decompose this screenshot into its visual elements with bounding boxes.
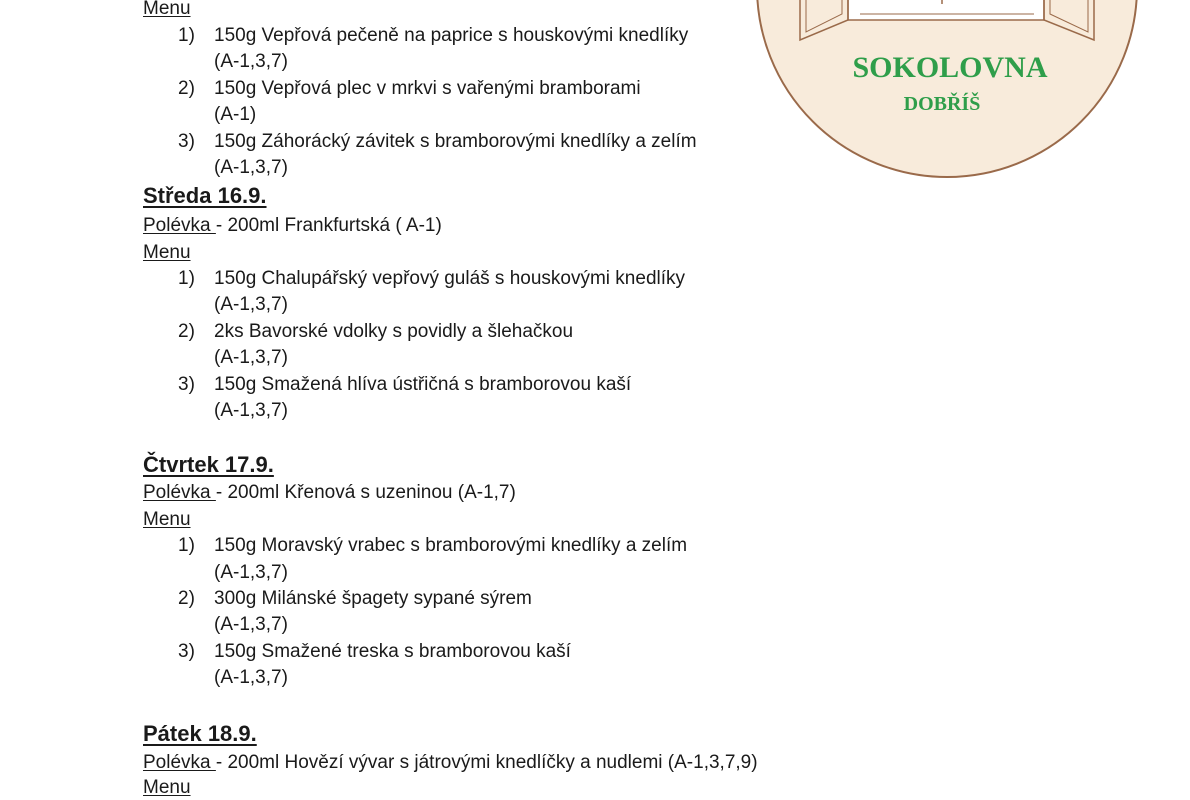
allergen-info: (A-1,3,7) <box>214 294 288 315</box>
allergen-info: (A-1,3,7) <box>214 614 288 635</box>
day-heading-thursday: Čtvrtek 17.9. <box>143 452 274 477</box>
list-item: 2) 2ks Bavorské vdolky s povidly a šlehačkou <box>178 321 574 342</box>
day-heading-friday: Pátek 18.9. <box>143 721 257 746</box>
allergen-info: (A-1,3,7) <box>214 562 288 583</box>
allergen-info: (A-1,3,7) <box>214 347 288 368</box>
list-item: 1) 150g Chalupářský vepřový guláš s houskovými knedlíky <box>178 268 686 289</box>
allergen-info: (A-1) <box>214 104 257 125</box>
list-item: 2) 300g Milánské špagety sypané sýrem <box>178 588 532 609</box>
logo-town: DOBŘÍŠ <box>903 93 981 115</box>
menu-label: Menu <box>143 509 191 530</box>
soup-line: Polévka - 200ml Křenová s uzeninou (A-1,7) <box>143 482 516 503</box>
list-item: 1) 150g Vepřová pečeně na paprice s houskovými knedlíky <box>178 25 689 46</box>
logo-name: SOKOLOVNA <box>852 51 1048 84</box>
soup-line: Polévka - 200ml Frankfurtská ( A-1) <box>143 215 442 236</box>
soup-line: Polévka - 200ml Hovězí vývar s játrovými knedlíčky a nudlemi (A-1,3,7,9) <box>143 752 758 773</box>
allergen-info: (A-1,3,7) <box>214 400 288 421</box>
menu-label: Menu <box>143 242 191 263</box>
list-item: 3) 150g Smažená hlíva ústřičná s bramborovou kaší <box>178 374 632 395</box>
list-item: 3) 150g Smažené treska s bramborovou kaší <box>178 641 571 662</box>
sokolovna-logo <box>752 0 1142 184</box>
allergen-info: (A-1,3,7) <box>214 157 288 178</box>
menu-label: Menu <box>143 777 191 798</box>
list-item: 3) 150g Záhorácký závitek s bramborovými knedlíky a zelím <box>178 131 697 152</box>
list-item: 2) 150g Vepřová plec v mrkvi s vařenými bramborami <box>178 78 641 99</box>
logo-emblem-icon <box>752 0 1142 184</box>
allergen-info: (A-1,3,7) <box>214 667 288 688</box>
list-item: 1) 150g Moravský vrabec s bramborovými knedlíky a zelím <box>178 535 688 556</box>
day-heading-wednesday: Středa 16.9. <box>143 183 267 208</box>
menu-label-top: Menu <box>143 0 191 19</box>
allergen-info: (A-1,3,7) <box>214 51 288 72</box>
